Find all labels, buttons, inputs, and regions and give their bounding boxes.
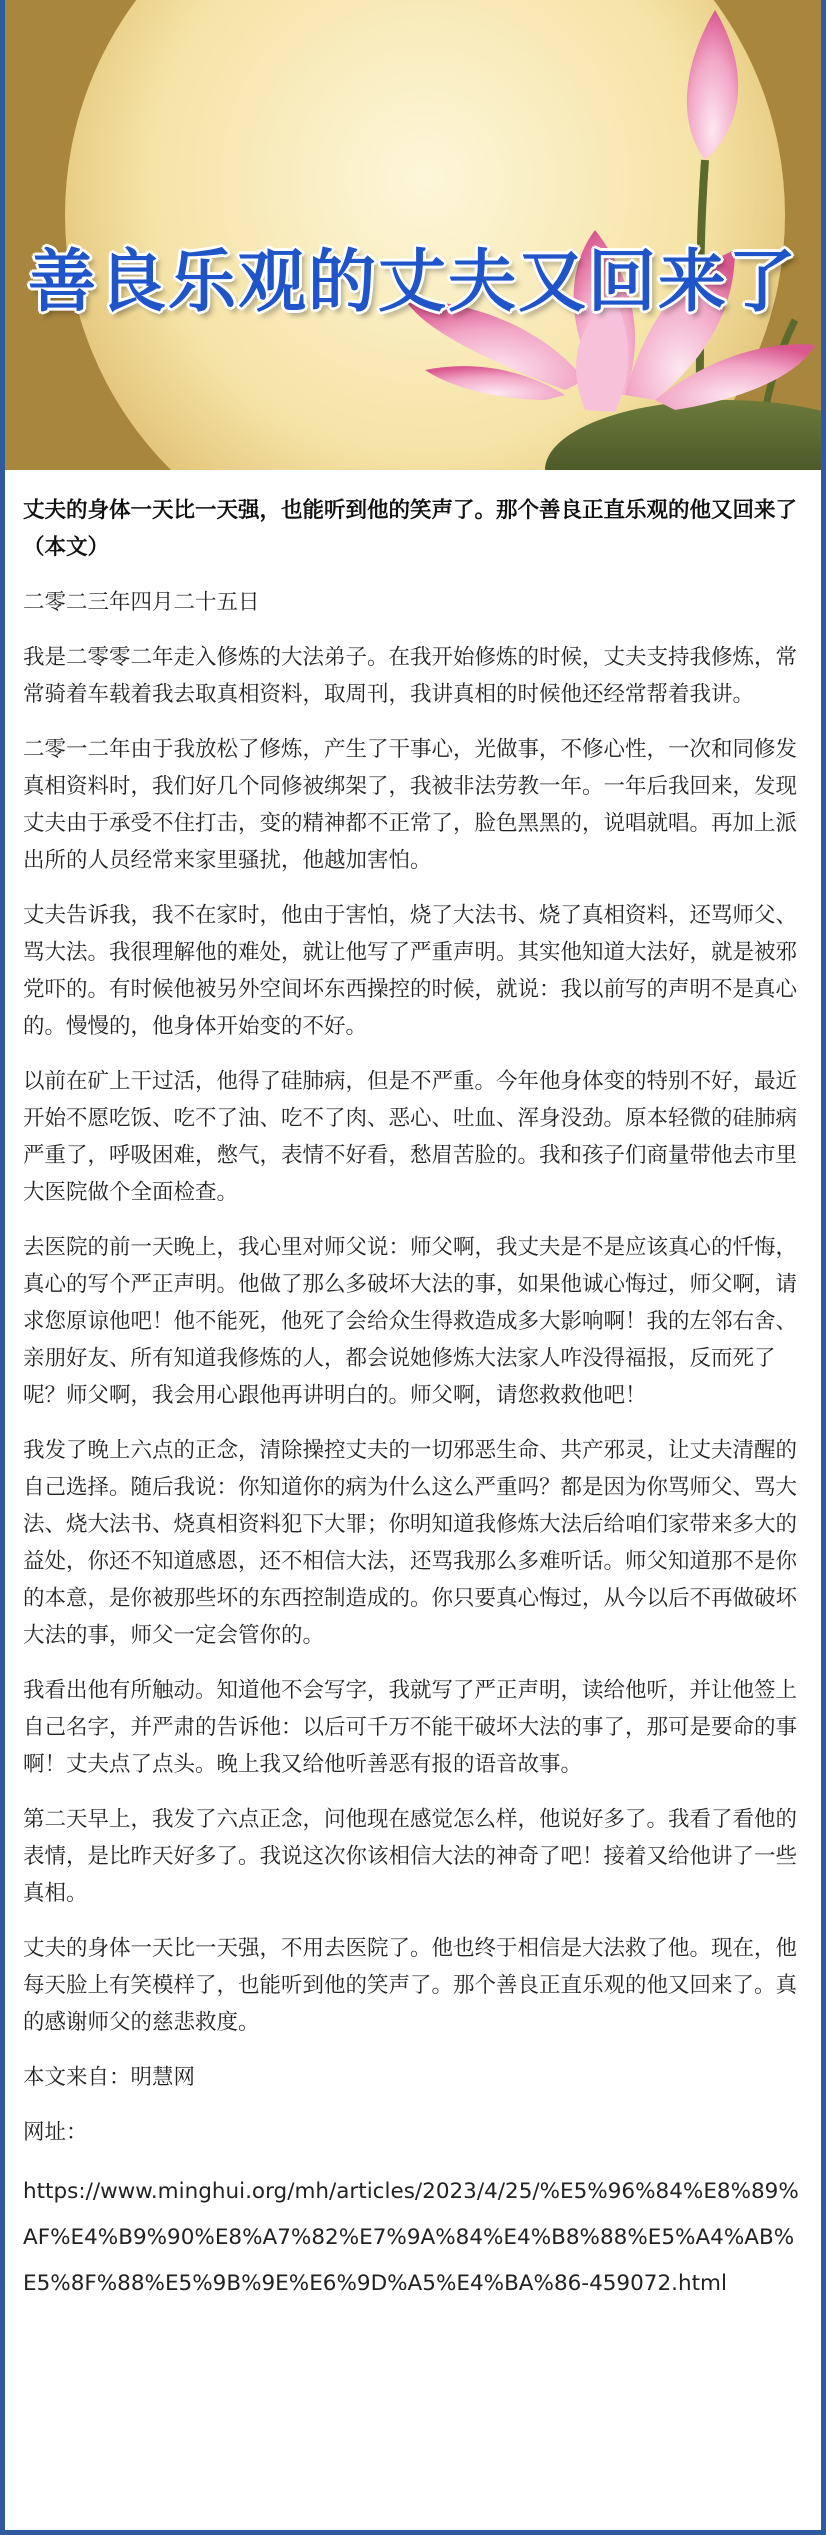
article-source: 本文来自：明慧网 <box>23 2065 196 2090</box>
article-paragraph: 我发了晚上六点的正念，清除操控丈夫的一切邪恶生命、共产邪灵，让丈夫清醒的自己选择。随后我说：你知道你的病为什么这么严重吗？都是因为你骂师父、骂大法、烧大法书、烧真相资料犯下大罪；你明知道我修炼大法后给咱们家带来多大的益处，你还不知道感恩，还不相信大法，还骂我那么多难听话。师父知道那不是你的本意，是你被那些坏的东西控制造成的。你只要真心悔过，从今以后不再做破坏大法的事，师父一定会管你的。 <box>23 1438 798 1648</box>
article-paragraph: 二零一二年由于我放松了修炼，产生了干事心，光做事，不修心性，一次和同修发真相资料时，我们好几个同修被绑架了，我被非法劳教一年。一年后我回来，发现丈夫由于承受不住打击，变的精神都不正常了，脸色黑黑的，说唱就唱。再加上派出所的人员经常来家里骚扰，他越加害怕。 <box>23 737 798 873</box>
article-paragraph: 我是二零零二年走入修炼的大法弟子。在我开始修炼的时候，丈夫支持我修炼，常常骑着车载着我去取真相资料，取周刊，我讲真相的时候他还经常帮着我讲。 <box>23 645 798 707</box>
article-paragraph: 我看出他有所触动。知道他不会写字，我就写了严正声明，读给他听，并让他签上自己名字，并严肃的告诉他：以后可千万不能干破坏大法的事了，那可是要命的事啊！丈夫点了点头。晚上我又给他听善恶有报的语音故事。 <box>23 1678 798 1777</box>
header-banner <box>5 0 821 470</box>
article-date: 二零二三年四月二十五日 <box>23 590 260 615</box>
article-body <box>5 470 821 2307</box>
article-paragraph: 丈夫告诉我，我不在家时，他由于害怕，烧了大法书、烧了真相资料，还骂师父、骂大法。我很理解他的难处，就让他写了严重声明。其实他知道大法好，就是被邪党吓的。有时候他被另外空间坏东西操控的时候，就说：我以前写的声明不是真心的。慢慢的，他身体开始变的不好。 <box>23 903 798 1039</box>
article-paragraph: 去医院的前一天晚上，我心里对师父说：师父啊，我丈夫是不是应该真心的忏悔，真心的写个严正声明。他做了那么多破坏大法的事，如果他诚心悔过，师父啊，请求您原谅他吧！他不能死，他死了会给众生得救造成多大影响啊！我的左邻右舍、亲朋好友、所有知道我修炼的人，都会说她修炼大法家人咋没得福报，反而死了呢？师父啊，我会用心跟他再讲明白的。师父啊，请您救救他吧！ <box>23 1235 798 1408</box>
article-paragraph: 以前在矿上干过活，他得了硅肺病，但是不严重。今年他身体变的特别不好，最近开始不愿吃饭、吃不了油、吃不了肉、恶心、吐血、浑身没劲。原本轻微的硅肺病严重了，呼吸困难，憋气，表情不好看，愁眉苦脸的。我和孩子们商量带他去市里大医院做个全面检查。 <box>23 1069 798 1205</box>
article-paragraph: 丈夫的身体一天比一天强，不用去医院了。他也终于相信是大法救了他。现在，他每天脸上有笑模样了，也能听到他的笑声了。那个善良正直乐观的他又回来了。真的感谢师父的慈悲救度。 <box>23 1936 798 2035</box>
banner-title: 善良乐观的丈夫又回来了 <box>27 243 798 322</box>
article-lead: 丈夫的身体一天比一天强，也能听到他的笑声了。那个善良正直乐观的他又回来了（本文） <box>23 498 798 560</box>
article-paragraph: 第二天早上，我发了六点正念，问他现在感觉怎么样，他说好多了。我看了看他的表情，是比昨天好多了。我说这次你该相信大法的神奇了吧！接着又给他讲了一些真相。 <box>23 1807 798 1906</box>
article-url-link[interactable]: https://www.minghui.org/mh/articles/2023/4/25/%E5%96%84%E8%89%AF%E4%B9%90%E8%A7%82%E7%9A%84%E4%B8%88%E5%A4%AB%E5%8F%88%E5%9B%9E%E6%9D%A5%E4%BA%86-459072.html <box>23 2179 799 2296</box>
url-label: 网址： <box>23 2120 88 2145</box>
